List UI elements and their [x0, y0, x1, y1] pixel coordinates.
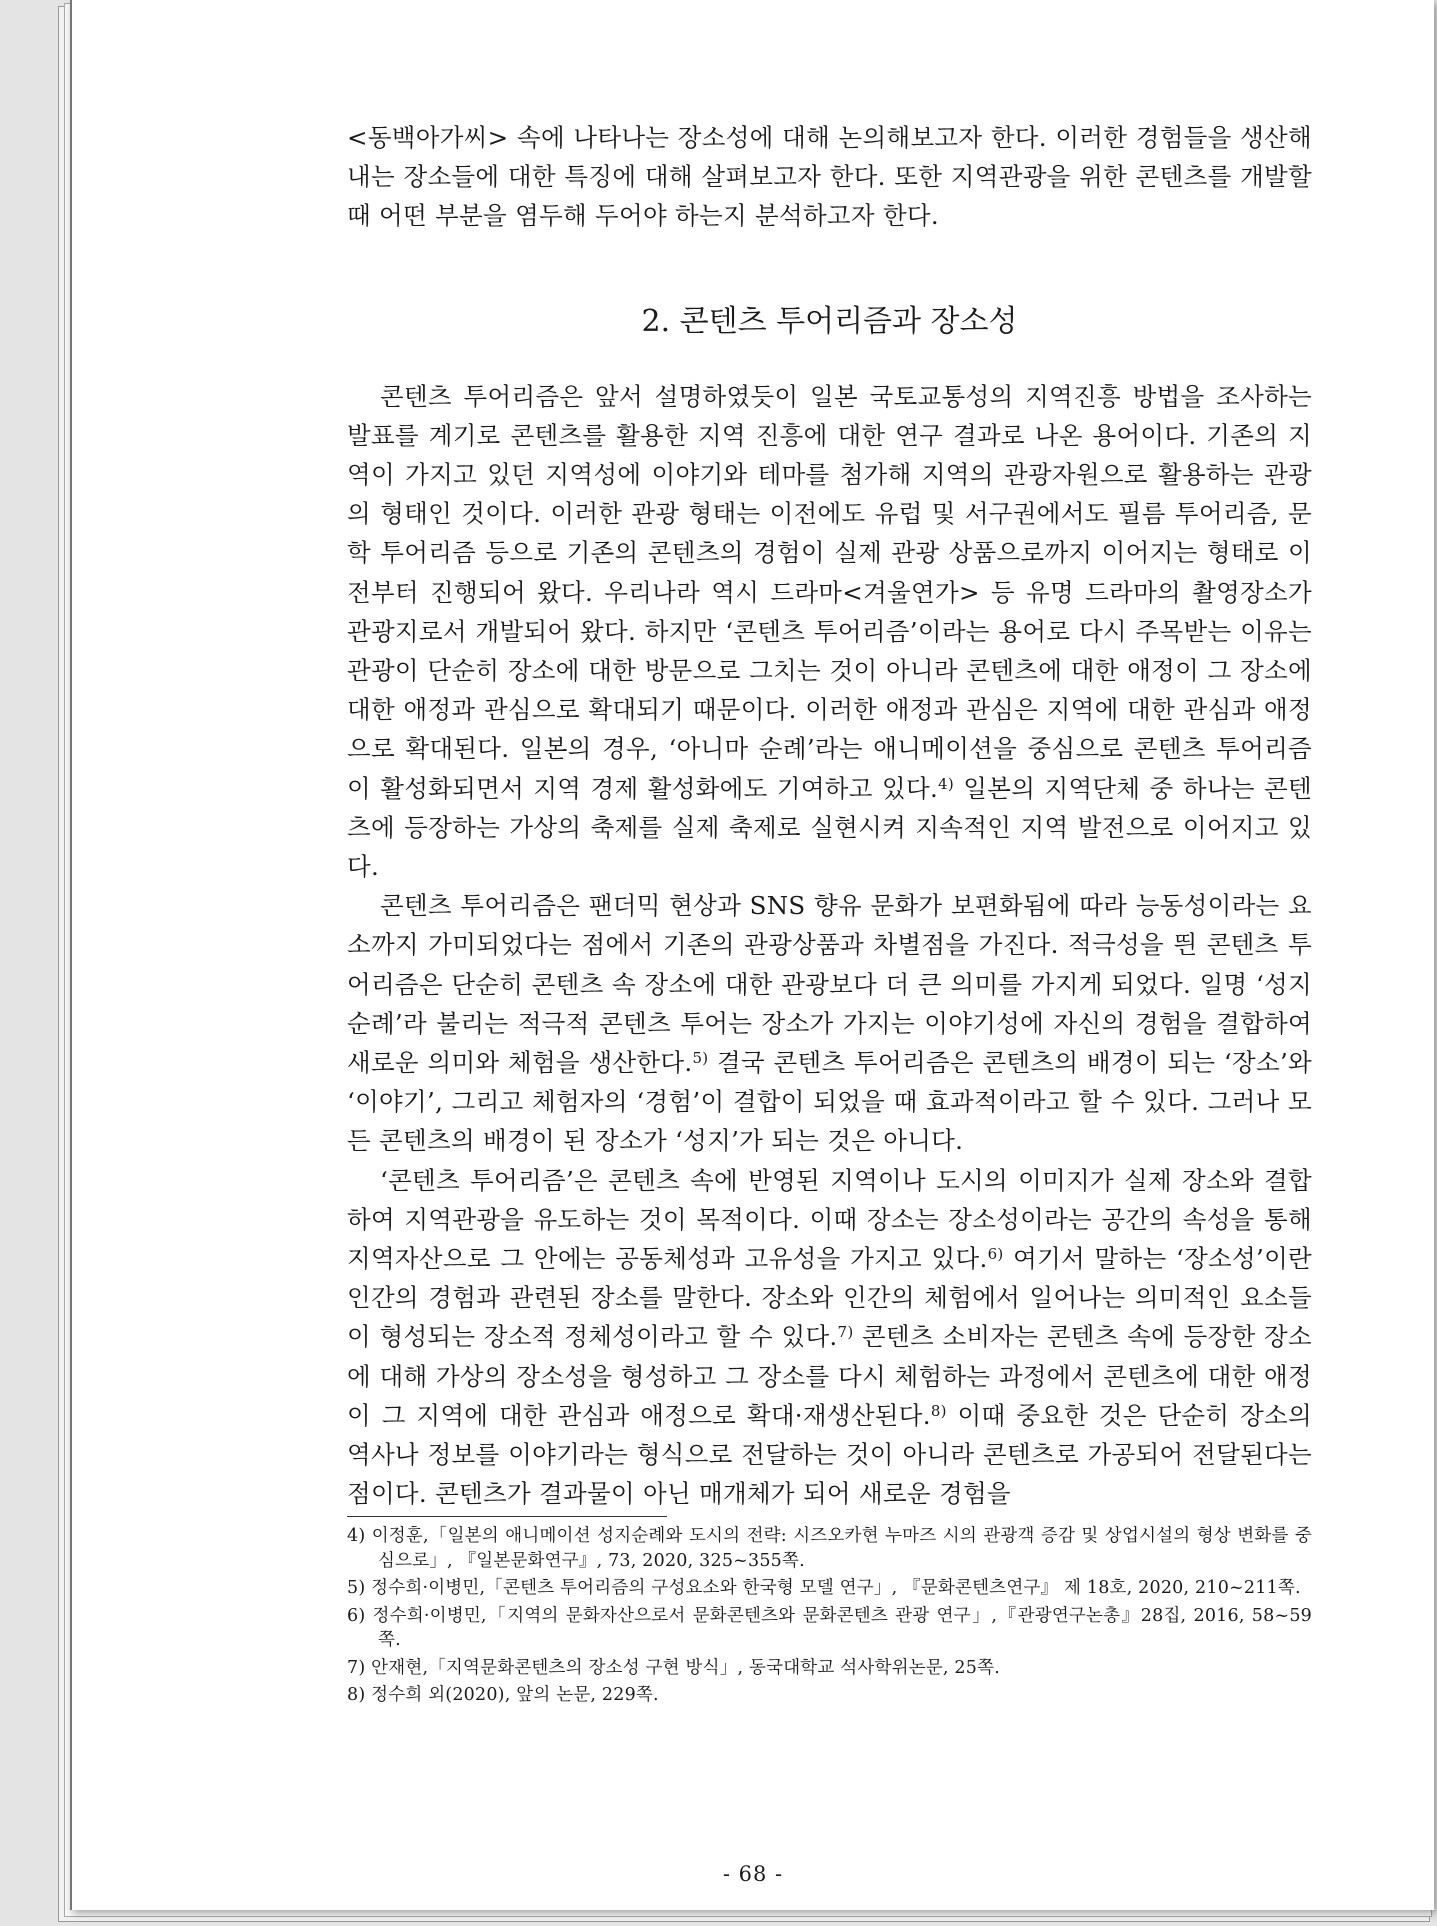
paragraph-1	[347, 377, 1312, 887]
paragraph-text: 콘텐츠 투어리즘은 팬더믹 현상과 SNS 향유 문화가 보편화됨에 따라 능동성이라는 요소까지 가미되었다는 점에서 기존의 관광상품과 차별점을 가진다. 적극성을 띈 콘텐츠 투어리즘은 단순히 콘텐츠 속 장소에 대한 관광보다 더 큰 의미를 가지게 되었다. 일명 ‘성지순례’라 불리는 적극적 콘텐츠 투어는 장소가 가지는 이야기성에 자신의 경험을 결합하여 새로운 의미와 체험을 생산한다.	[347, 891, 1312, 1078]
footnote-item: 7) 안재현,「지역문화콘텐츠의 장소성 구현 방식」, 동국대학교 석사학위논문, 25쪽.	[347, 1657, 1000, 1678]
footnote-ref[interactable]: 7)	[837, 1323, 854, 1342]
body-text	[347, 118, 1312, 1514]
intro-paragraph: <동백아가씨> 속에 나타나는 장소성에 대해 논의해보고자 한다. 이러한 경험들을 생산해내는 장소들에 대한 특징에 대해 살펴보고자 한다. 또한 지역관광을 위한 콘텐츠를 개발할 때 어떤 부분을 염두해 두어야 하는지 분석하고자 한다.	[347, 123, 1312, 231]
footnote-ref[interactable]: 8)	[930, 1401, 947, 1420]
paragraph-text: 이때 중요한 것은 단순히 장소의 역사나 정보를 이야기라는 형식으로 전달하는 것이 아니라 콘텐츠로 가공되어 전달된다는 점이다. 콘텐츠가 결과물이 아닌 매개체가 되어 새로운 경험을	[347, 1400, 1312, 1509]
footnote-item: 8) 정수희 외(2020), 앞의 논문, 229쪽.	[347, 1685, 659, 1705]
paragraph-text: 일본의 지역단체 중 하나는 콘텐츠에 등장하는 가상의 축제를 실제 축제로 실현시켜 지속적인 지역 발전으로 이어지고 있다.	[347, 773, 1312, 882]
paragraph-3	[347, 1161, 1312, 1514]
paragraph-2	[347, 886, 1312, 1160]
footnote-item: 5) 정수희·이병민,「콘텐츠 투어리즘의 구성요소와 한국형 모델 연구」, 『문화콘텐츠연구』 제 18호, 2020, 210~211쪽.	[347, 1578, 1301, 1598]
document-page	[70, 0, 1434, 1910]
footnote-ref[interactable]: 5)	[692, 1049, 709, 1068]
paragraph-text: 결국 콘텐츠 투어리즘은 콘텐츠의 배경이 되는 ‘장소’와 ‘이야기’, 그리고 체험자의 ‘경험’이 결합이 되었을 때 효과적이라고 할 수 있다. 그러나 모든 콘텐츠의 배경이 된 장소가 ‘성지’가 되는 것은 아니다.	[347, 1048, 1313, 1156]
footnote-divider	[347, 1516, 667, 1517]
footnote-item: 4) 이정훈,「일본의 애니메이션 성지순례와 도시의 전략: 시즈오카현 누마즈 시의 관광객 증감 및 상업시설의 형상 변화를 중심으로」, 『일본문화연구』, 73, 2020, 325~355쪽.	[347, 1526, 1312, 1571]
footnotes	[347, 1524, 1312, 1711]
section-title: 2. 콘텐츠 투어리즘과 장소성	[641, 303, 1018, 339]
page-number: - 68 -	[722, 1862, 784, 1886]
footnote-ref[interactable]: 4)	[938, 774, 955, 793]
footnote-item: 6) 정수희·이병민,「지역의 문화자산으로서 문화콘텐츠와 문화콘텐츠 관광 연구」,『관광연구논총』28집, 2016, 58~59쪽.	[347, 1605, 1312, 1650]
footnote-ref[interactable]: 6)	[987, 1245, 1004, 1264]
paragraph-text: 콘텐츠 투어리즘은 앞서 설명하였듯이 일본 국토교통성의 지역진흥 방법을 조사하는 발표를 계기로 콘텐츠를 활용한 지역 진흥에 대한 연구 결과로 나온 용어이다. 기존의 지역이 가지고 있던 지역성에 이야기와 테마를 첨가해 지역의 관광자원으로 활용하는 관광의 형태인 것이다. 이러한 관광 형태는 이전에도 유럽 및 서구권에서도 필름 투어리즘, 문학 투어리즘 등으로 기존의 콘텐츠의 경험이 실제 관광 상품으로까지 이어지는 형태로 이전부터 진행되어 왔다. 우리나라 역시 드라마<겨울연가> 등 유명 드라마의 촬영장소가 관광지로서 개발되어 왔다. 하지만 ‘콘텐츠 투어리즘’이라는 용어로 다시 주목받는 이유는 관광이 단순히 장소에 대한 방문으로 그치는 것이 아니라 콘텐츠에 대한 애정이 그 장소에 대한 애정과 관심으로 확대되기 때문이다. 이러한 애정과 관심은 지역에 대한 관심과 애정으로 확대된다. 일본의 경우, ‘아니마 순례’라는 애니메이션을 중심으로 콘텐츠 투어리즘이 활성화되면서 지역 경제 활성화에도 기여하고 있다.	[347, 381, 1312, 803]
paragraph-text: ‘콘텐츠 투어리즘’은 콘텐츠 속에 반영된 지역이나 도시의 이미지가 실제 장소와 결합하여 지역관광을 유도하는 것이 목적이다. 이때 장소는 장소성이라는 공간의 속성을 통해 지역자산으로 그 안에는 공동체성과 고유성을 가지고 있다.	[347, 1165, 1312, 1274]
paragraph-text: 여기서 말하는 ‘장소성’이란 인간의 경험과 관련된 장소를 말한다. 장소와 인간의 체험에서 일어나는 의미적인 요소들이 형성되는 장소적 정체성이라고 할 수 있다.	[347, 1244, 1313, 1352]
paragraph-text: 콘텐츠 소비자는 콘텐츠 속에 등장한 장소에 대해 가상의 장소성을 형성하고 그 장소를 다시 체험하는 과정에서 콘텐츠에 대한 애정이 그 지역에 대한 관심과 애정으로 확대·재생산된다.	[347, 1322, 1312, 1430]
